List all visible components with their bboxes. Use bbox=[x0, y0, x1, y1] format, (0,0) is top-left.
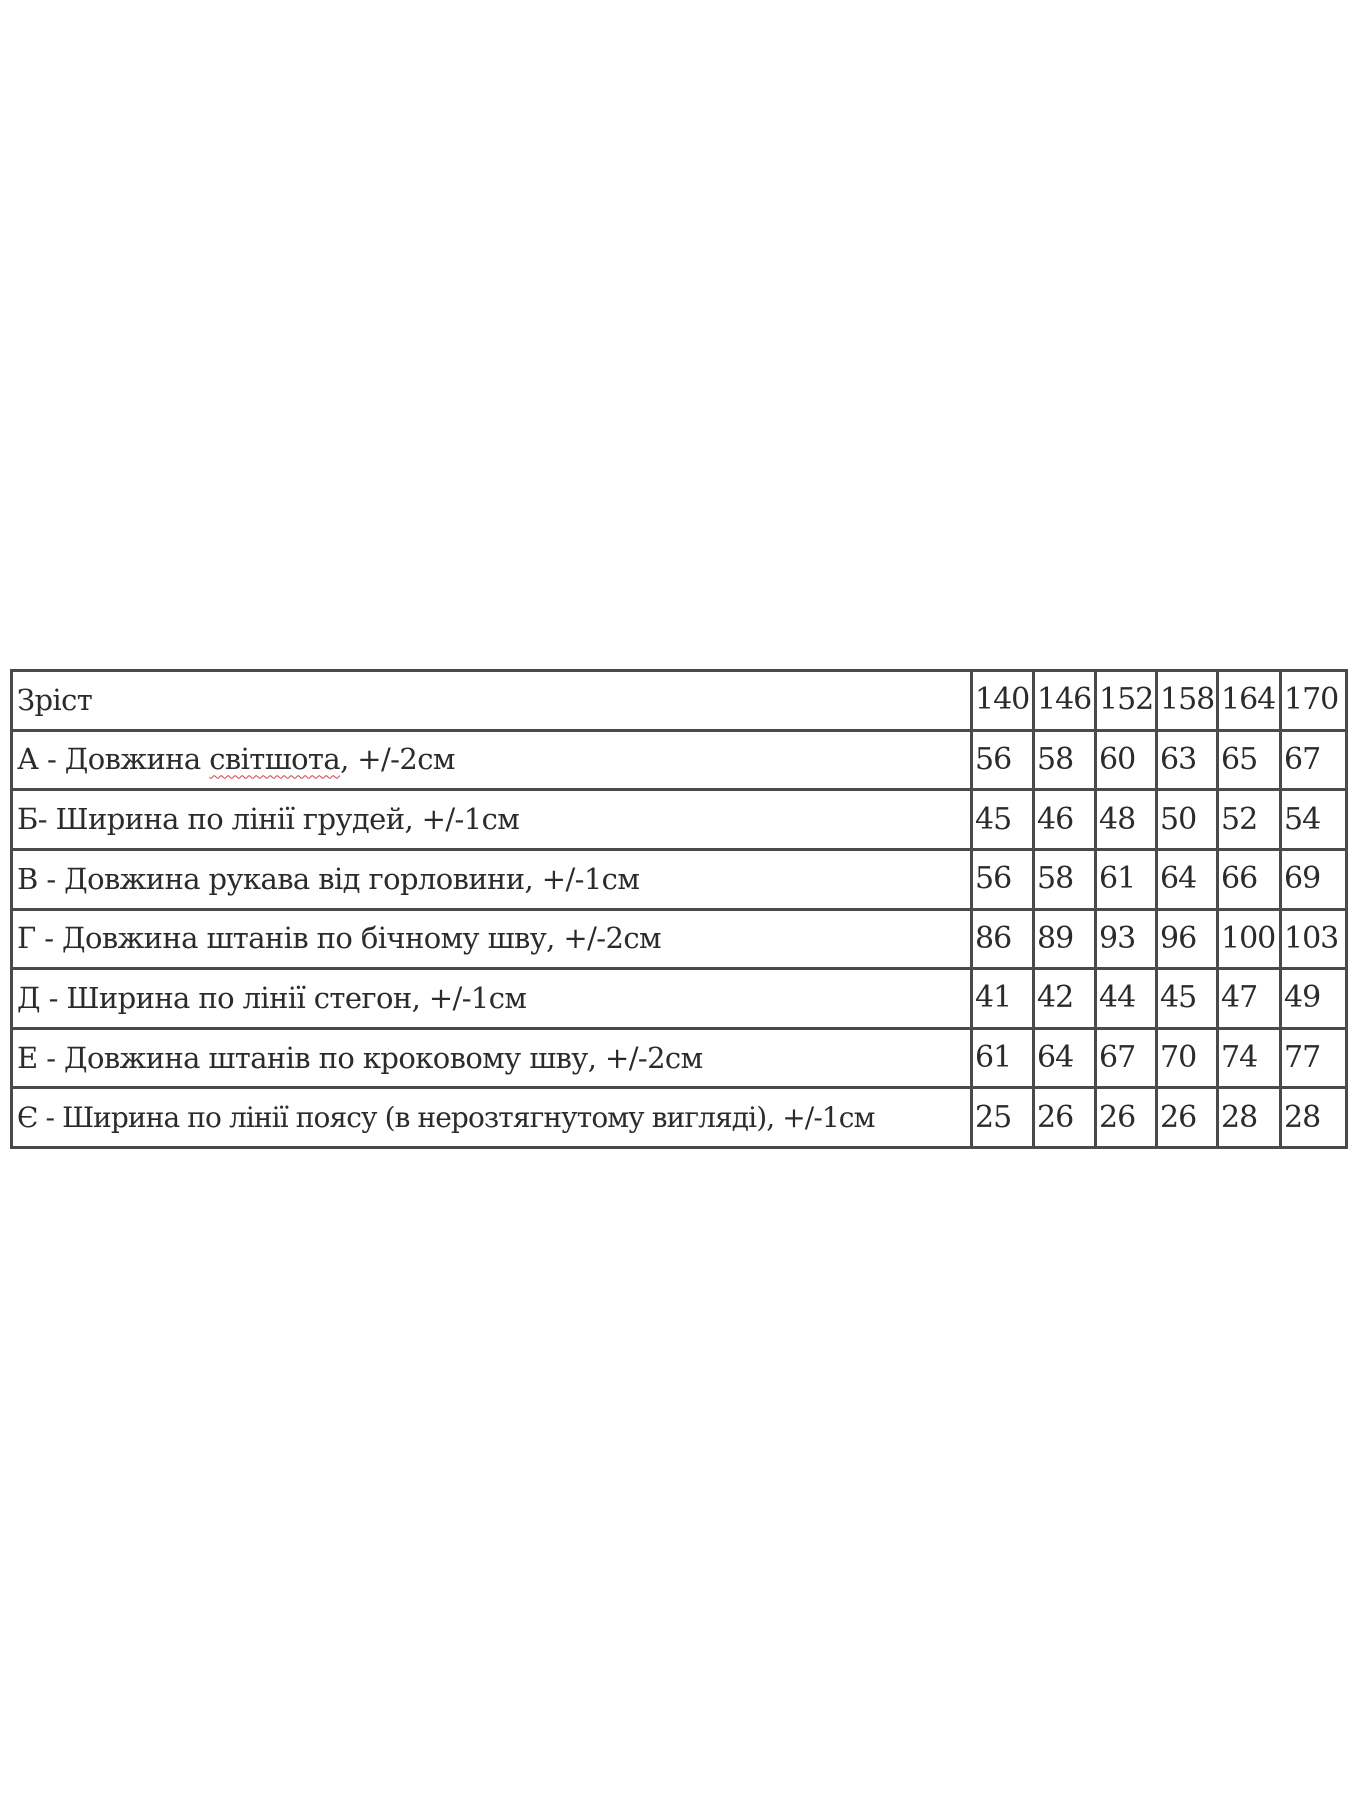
value-cell: 45 bbox=[1157, 969, 1218, 1029]
value-cell: 26 bbox=[1157, 1088, 1218, 1148]
measurement-label bbox=[12, 730, 972, 790]
value-cell: 58 bbox=[1034, 849, 1096, 909]
value-cell: 74 bbox=[1218, 1028, 1281, 1088]
header-row bbox=[12, 671, 1347, 731]
table-row bbox=[12, 730, 1347, 790]
value-cell: 67 bbox=[1281, 730, 1347, 790]
value-cell: 48 bbox=[1096, 790, 1157, 850]
value-cell: 103 bbox=[1281, 909, 1347, 969]
size-header-cell: 146 bbox=[1034, 671, 1096, 731]
value-cell: 58 bbox=[1034, 730, 1096, 790]
value-cell: 77 bbox=[1281, 1028, 1347, 1088]
value-cell: 86 bbox=[972, 909, 1034, 969]
value-cell: 28 bbox=[1281, 1088, 1347, 1148]
height-header-label: Зріст bbox=[12, 671, 972, 731]
measurement-label: Б- Ширина по лінії грудей, +/-1см bbox=[12, 790, 972, 850]
table-row bbox=[12, 969, 1347, 1029]
value-cell: 64 bbox=[1157, 849, 1218, 909]
measurement-label-prefix: А - Довжина bbox=[17, 742, 210, 777]
size-header-cell: 164 bbox=[1218, 671, 1281, 731]
value-cell: 41 bbox=[972, 969, 1034, 1029]
value-cell: 63 bbox=[1157, 730, 1218, 790]
measurement-label: Е - Довжина штанів по кроковому шву, +/-2см bbox=[12, 1028, 972, 1088]
table-row bbox=[12, 849, 1347, 909]
measurement-label: Д - Ширина по лінії стегон, +/-1см bbox=[12, 969, 972, 1029]
size-header-cell: 158 bbox=[1157, 671, 1218, 731]
value-cell: 70 bbox=[1157, 1028, 1218, 1088]
value-cell: 52 bbox=[1218, 790, 1281, 850]
measurement-label: В - Довжина рукава від горловини, +/-1см bbox=[12, 849, 972, 909]
size-chart-table bbox=[10, 669, 1348, 1149]
value-cell: 25 bbox=[972, 1088, 1034, 1148]
value-cell: 49 bbox=[1281, 969, 1347, 1029]
value-cell: 100 bbox=[1218, 909, 1281, 969]
size-header-cell: 140 bbox=[972, 671, 1034, 731]
measurement-label: Г - Довжина штанів по бічному шву, +/-2см bbox=[12, 909, 972, 969]
value-cell: 44 bbox=[1096, 969, 1157, 1029]
value-cell: 64 bbox=[1034, 1028, 1096, 1088]
value-cell: 45 bbox=[972, 790, 1034, 850]
value-cell: 60 bbox=[1096, 730, 1157, 790]
size-header-cell: 170 bbox=[1281, 671, 1347, 731]
value-cell: 47 bbox=[1218, 969, 1281, 1029]
value-cell: 26 bbox=[1096, 1088, 1157, 1148]
value-cell: 93 bbox=[1096, 909, 1157, 969]
table-row bbox=[12, 909, 1347, 969]
measurement-label-suffix: , +/-2см bbox=[340, 742, 455, 777]
value-cell: 67 bbox=[1096, 1028, 1157, 1088]
value-cell: 61 bbox=[972, 1028, 1034, 1088]
value-cell: 26 bbox=[1034, 1088, 1096, 1148]
table-row bbox=[12, 1088, 1347, 1148]
value-cell: 69 bbox=[1281, 849, 1347, 909]
value-cell: 61 bbox=[1096, 849, 1157, 909]
table-row bbox=[12, 1028, 1347, 1088]
value-cell: 54 bbox=[1281, 790, 1347, 850]
value-cell: 65 bbox=[1218, 730, 1281, 790]
value-cell: 28 bbox=[1218, 1088, 1281, 1148]
value-cell: 42 bbox=[1034, 969, 1096, 1029]
table-row bbox=[12, 790, 1347, 850]
value-cell: 96 bbox=[1157, 909, 1218, 969]
value-cell: 56 bbox=[972, 730, 1034, 790]
measurement-label: Є - Ширина по лінії поясу (в нерозтягнутому вигляді), +/-1см bbox=[12, 1088, 972, 1148]
value-cell: 46 bbox=[1034, 790, 1096, 850]
value-cell: 66 bbox=[1218, 849, 1281, 909]
value-cell: 56 bbox=[972, 849, 1034, 909]
value-cell: 50 bbox=[1157, 790, 1218, 850]
size-header-cell: 152 bbox=[1096, 671, 1157, 731]
spellcheck-flagged-word: світшота bbox=[209, 742, 341, 777]
value-cell: 89 bbox=[1034, 909, 1096, 969]
